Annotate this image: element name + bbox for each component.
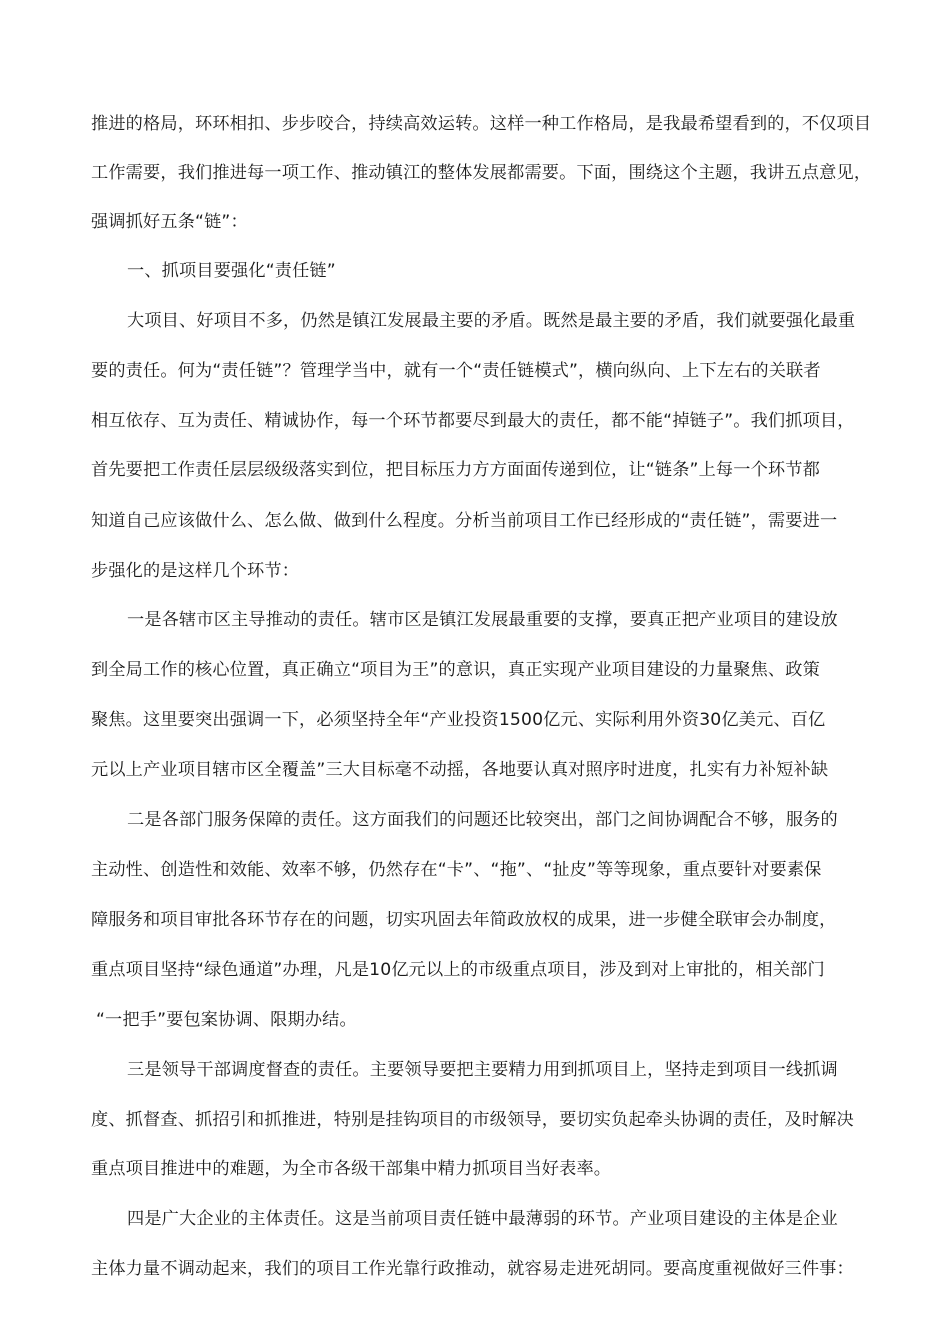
paragraph-line: 主体力量不调动起来，我们的项目工作光靠行政推动，就容易走进死胡同。要高度重视做好三件事： xyxy=(91,1259,854,1279)
paragraph-line: 主动性、创造性和效能、效率不够，仍然存在“卡”、“拖”、“扯皮”等等现象，重点要针对要素保 xyxy=(91,860,822,880)
paragraph-line: 二是各部门服务保障的责任。这方面我们的问题还比较突出，部门之间协调配合不够，服务的 xyxy=(127,810,838,830)
section-heading: 一、抓项目要强化“责任链” xyxy=(127,261,336,281)
paragraph-line: 相互依存、互为责任、精诚协作，每一个环节都要尽到最大的责任，都不能“掉链子”。我们抓项目， xyxy=(91,411,855,431)
paragraph-line: 障服务和项目审批各环节存在的问题，切实巩固去年简政放权的成果，进一步健全联审会办制度， xyxy=(91,910,837,930)
paragraph-line: 大项目、好项目不多，仍然是镇江发展最主要的矛盾。既然是最主要的矛盾，我们就要强化最重 xyxy=(127,311,856,331)
paragraph-line: 重点项目坚持“绿色通道”办理，凡是10亿元以上的市级重点项目，涉及到对上审批的，相关部门 xyxy=(91,960,825,980)
paragraph-line: 元以上产业项目辖市区全覆盖”三大目标毫不动摇，各地要认真对照序时进度，扎实有力补短补缺 xyxy=(91,760,829,780)
paragraph-line: 四是广大企业的主体责任。这是当前项目责任链中最薄弱的环节。产业项目建设的主体是企业 xyxy=(127,1209,838,1229)
paragraph-line: 重点项目推进中的难题，为全市各级干部集中精力抓项目当好表率。 xyxy=(91,1159,612,1179)
paragraph-line: 步强化的是这样几个环节： xyxy=(91,561,300,581)
paragraph-line: 到全局工作的核心位置，真正确立“项目为王”的意识，真正实现产业项目建设的力量聚焦、政策 xyxy=(91,660,820,680)
paragraph-line: 要的责任。何为“责任链”？管理学当中，就有一个“责任链模式”，横向纵向、上下左右的关联者 xyxy=(91,361,821,381)
paragraph-line: 聚焦。这里要突出强调一下，必须坚持全年“产业投资1500亿元、实际利用外资30亿美元、百亿 xyxy=(91,710,826,730)
paragraph-line: 知道自己应该做什么、怎么做、做到什么程度。分析当前项目工作已经形成的“责任链”，需要进一 xyxy=(91,511,838,531)
paragraph-line: 强调抓好五条“链”： xyxy=(91,212,248,232)
paragraph-line: 度、抓督查、抓招引和抓推进，特别是挂钩项目的市级领导，要切实负起牵头协调的责任，及时解决 xyxy=(91,1110,854,1130)
paragraph-line: 首先要把工作责任层层级级落实到位，把目标压力方方面面传递到位，让“链条”上每一个环节都 xyxy=(91,460,820,480)
paragraph-line: 一是各辖市区主导推动的责任。辖市区是镇江发展最重要的支撑，要真正把产业项目的建设放 xyxy=(127,610,838,630)
paragraph-line: 三是领导干部调度督查的责任。主要领导要把主要精力用到抓项目上，坚持走到项目一线抓调 xyxy=(127,1060,838,1080)
paragraph-line: 工作需要，我们推进每一项工作、推动镇江的整体发展都需要。下面，围绕这个主题，我讲五点意见， xyxy=(91,163,872,183)
paragraph-line: 推进的格局，环环相扣、步步咬合，持续高效运转。这样一种工作格局，是我最希望看到的，不仅项目 xyxy=(91,114,872,134)
paragraph-line: “一把手”要包案协调、限期办结。 xyxy=(96,1010,357,1030)
